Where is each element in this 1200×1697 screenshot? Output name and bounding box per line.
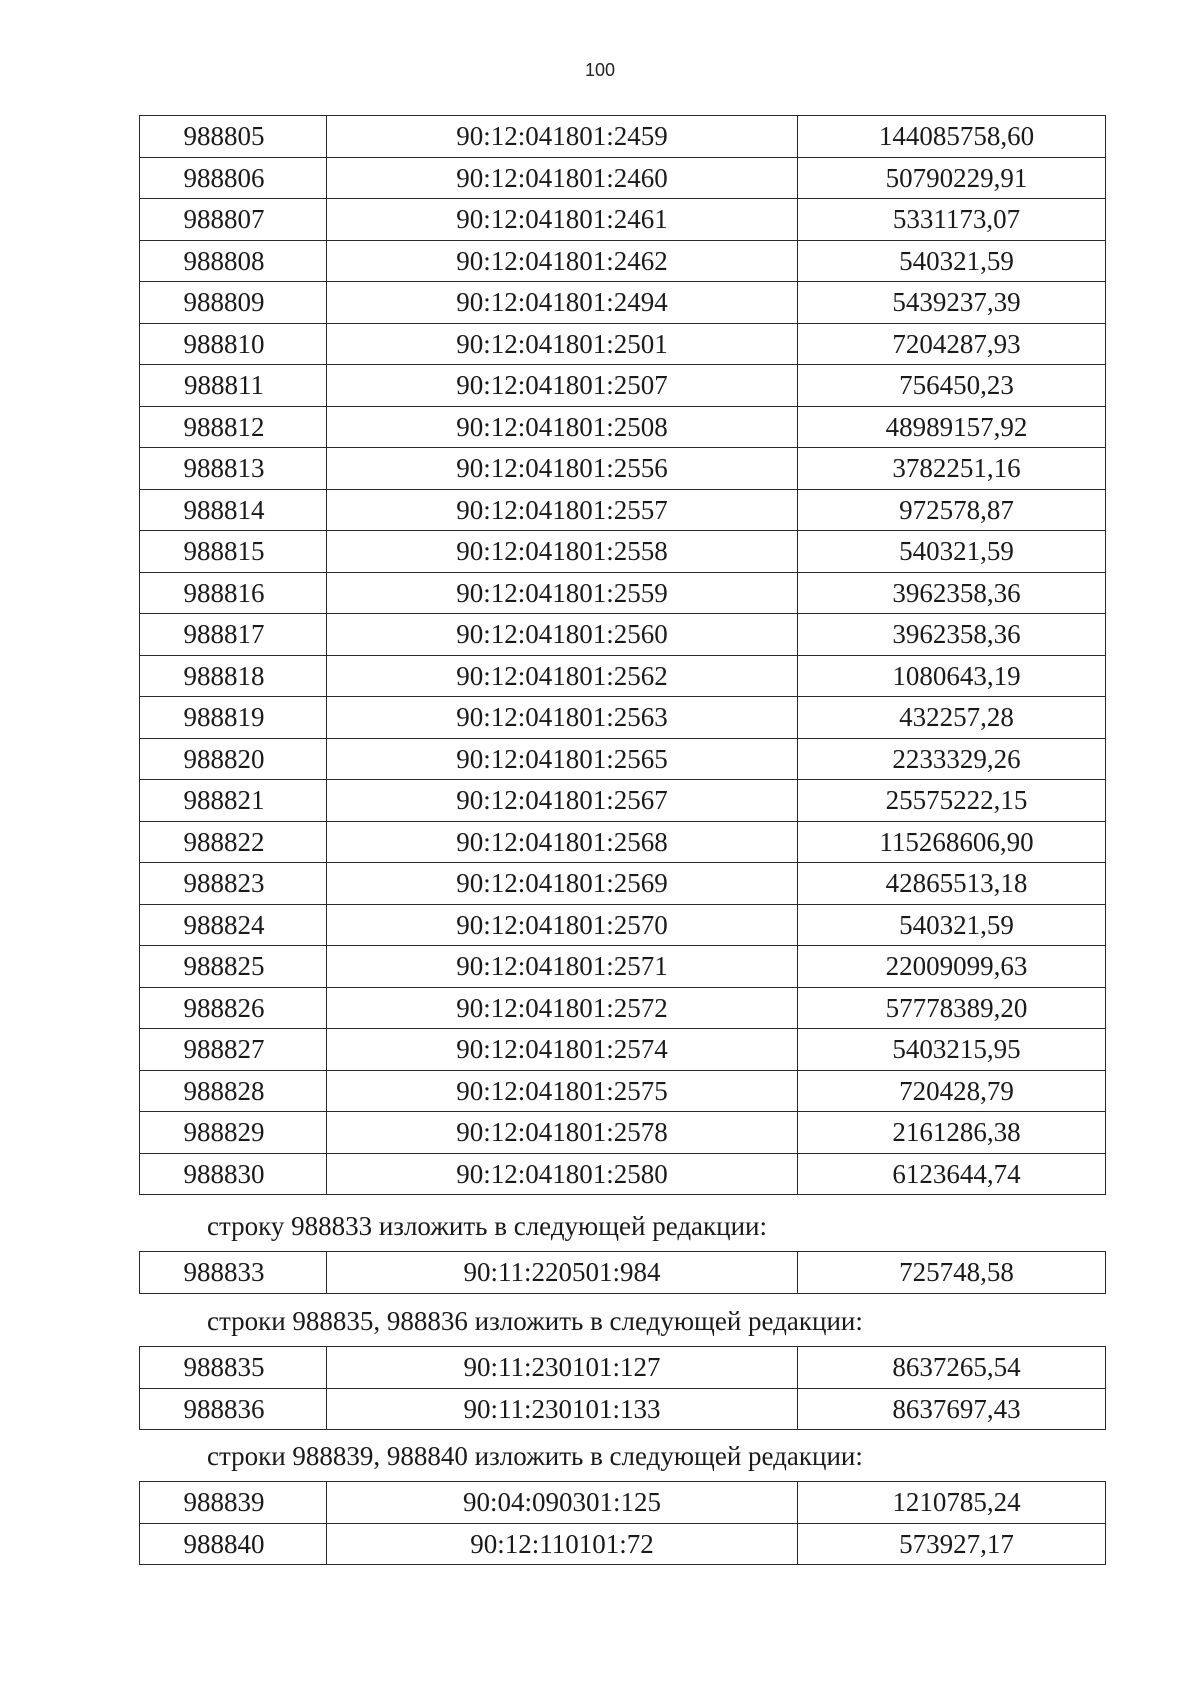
row-number-cell: 988805 <box>140 116 327 158</box>
value-cell: 2161286,38 <box>798 1112 1106 1154</box>
value-cell: 540321,59 <box>798 531 1106 573</box>
row-number-cell: 988816 <box>140 572 327 614</box>
row-number-cell: 988812 <box>140 406 327 448</box>
value-cell: 3782251,16 <box>798 448 1106 490</box>
table-row <box>140 199 1106 241</box>
cadastral-number-cell: 90:12:041801:2507 <box>327 365 798 407</box>
cadastral-number-cell: 90:12:041801:2556 <box>327 448 798 490</box>
cadastral-number-cell: 90:12:041801:2565 <box>327 738 798 780</box>
cadastral-number-cell: 90:04:090301:125 <box>327 1482 798 1524</box>
table-row <box>140 157 1106 199</box>
row-number-cell: 988814 <box>140 489 327 531</box>
cadastral-number-cell: 90:12:041801:2462 <box>327 240 798 282</box>
table-row <box>140 1347 1106 1389</box>
cadastral-number-cell: 90:12:041801:2461 <box>327 199 798 241</box>
row-number-cell: 988825 <box>140 946 327 988</box>
value-cell: 6123644,74 <box>798 1153 1106 1195</box>
cadastral-number-cell: 90:12:041801:2568 <box>327 821 798 863</box>
cadastral-number-cell: 90:12:041801:2567 <box>327 780 798 822</box>
table-row <box>140 489 1106 531</box>
row-number-cell: 988817 <box>140 614 327 656</box>
cadastral-number-cell: 90:12:041801:2571 <box>327 946 798 988</box>
row-number-cell: 988807 <box>140 199 327 241</box>
row-number-cell: 988818 <box>140 655 327 697</box>
cadastral-number-cell: 90:12:041801:2560 <box>327 614 798 656</box>
value-cell: 720428,79 <box>798 1070 1106 1112</box>
row-number-cell: 988808 <box>140 240 327 282</box>
value-cell: 725748,58 <box>798 1252 1106 1294</box>
cadastral-number-cell: 90:12:041801:2460 <box>327 157 798 199</box>
row-number-cell: 988833 <box>140 1252 327 1294</box>
row-number-cell: 988829 <box>140 1112 327 1154</box>
cadastral-number-cell: 90:11:230101:127 <box>327 1347 798 1389</box>
value-cell: 115268606,90 <box>798 821 1106 863</box>
cadastral-number-cell: 90:12:041801:2501 <box>327 323 798 365</box>
cadastral-number-cell: 90:12:041801:2494 <box>327 282 798 324</box>
table-row <box>140 531 1106 573</box>
table-row <box>140 863 1106 905</box>
value-cell: 972578,87 <box>798 489 1106 531</box>
value-cell: 5331173,07 <box>798 199 1106 241</box>
table-row <box>140 821 1106 863</box>
row-number-cell: 988810 <box>140 323 327 365</box>
row-number-cell: 988809 <box>140 282 327 324</box>
section-1-table <box>139 1251 1106 1294</box>
value-cell: 540321,59 <box>798 240 1106 282</box>
value-cell: 8637265,54 <box>798 1347 1106 1389</box>
value-cell: 7204287,93 <box>798 323 1106 365</box>
table-row <box>140 1112 1106 1154</box>
row-number-cell: 988827 <box>140 1029 327 1071</box>
table-row <box>140 406 1106 448</box>
value-cell: 25575222,15 <box>798 780 1106 822</box>
table-row <box>140 780 1106 822</box>
row-number-cell: 988820 <box>140 738 327 780</box>
cadastral-number-cell: 90:12:041801:2574 <box>327 1029 798 1071</box>
section-1-note: строку 988833 изложить в следующей редакции: <box>207 1211 768 1241</box>
row-number-cell: 988821 <box>140 780 327 822</box>
section-3-table <box>139 1481 1106 1565</box>
value-cell: 5439237,39 <box>798 282 1106 324</box>
row-number-cell: 988830 <box>140 1153 327 1195</box>
section-2-note: строки 988835, 988836 изложить в следующей редакции: <box>207 1306 863 1336</box>
cadastral-number-cell: 90:12:041801:2572 <box>327 987 798 1029</box>
table-row <box>140 282 1106 324</box>
table-row <box>140 448 1106 490</box>
table-row <box>140 1153 1106 1195</box>
table-row <box>140 738 1106 780</box>
value-cell: 756450,23 <box>798 365 1106 407</box>
value-cell: 432257,28 <box>798 697 1106 739</box>
cadastral-number-cell: 90:12:110101:72 <box>327 1523 798 1565</box>
cadastral-number-cell: 90:12:041801:2570 <box>327 904 798 946</box>
table-row <box>140 655 1106 697</box>
cadastral-number-cell: 90:12:041801:2563 <box>327 697 798 739</box>
row-number-cell: 988815 <box>140 531 327 573</box>
row-number-cell: 988839 <box>140 1482 327 1524</box>
value-cell: 144085758,60 <box>798 116 1106 158</box>
value-cell: 573927,17 <box>798 1523 1106 1565</box>
value-cell: 3962358,36 <box>798 614 1106 656</box>
value-cell: 22009099,63 <box>798 946 1106 988</box>
cadastral-number-cell: 90:12:041801:2578 <box>327 1112 798 1154</box>
table-row <box>140 240 1106 282</box>
cadastral-number-cell: 90:12:041801:2575 <box>327 1070 798 1112</box>
value-cell: 2233329,26 <box>798 738 1106 780</box>
value-cell: 57778389,20 <box>798 987 1106 1029</box>
row-number-cell: 988822 <box>140 821 327 863</box>
value-cell: 42865513,18 <box>798 863 1106 905</box>
row-number-cell: 988813 <box>140 448 327 490</box>
main-table <box>139 115 1106 1195</box>
section-3-note: строки 988839, 988840 изложить в следующей редакции: <box>207 1441 863 1471</box>
value-cell: 3962358,36 <box>798 572 1106 614</box>
table-row <box>140 614 1106 656</box>
section-2-table <box>139 1346 1106 1430</box>
row-number-cell: 988824 <box>140 904 327 946</box>
cadastral-number-cell: 90:11:220501:984 <box>327 1252 798 1294</box>
row-number-cell: 988828 <box>140 1070 327 1112</box>
row-number-cell: 988835 <box>140 1347 327 1389</box>
table-row <box>140 572 1106 614</box>
row-number-cell: 988823 <box>140 863 327 905</box>
table-row <box>140 365 1106 407</box>
value-cell: 1080643,19 <box>798 655 1106 697</box>
table-row <box>140 987 1106 1029</box>
table-row <box>140 697 1106 739</box>
value-cell: 48989157,92 <box>798 406 1106 448</box>
table-row <box>140 946 1106 988</box>
value-cell: 540321,59 <box>798 904 1106 946</box>
page-number: 100 <box>584 60 616 80</box>
table-row <box>140 1252 1106 1294</box>
table-row <box>140 1029 1106 1071</box>
row-number-cell: 988811 <box>140 365 327 407</box>
table-row <box>140 1388 1106 1430</box>
table-row <box>140 904 1106 946</box>
table-row <box>140 323 1106 365</box>
table-row <box>140 116 1106 158</box>
cadastral-number-cell: 90:12:041801:2557 <box>327 489 798 531</box>
row-number-cell: 988826 <box>140 987 327 1029</box>
cadastral-number-cell: 90:12:041801:2580 <box>327 1153 798 1195</box>
cadastral-number-cell: 90:11:230101:133 <box>327 1388 798 1430</box>
cadastral-number-cell: 90:12:041801:2459 <box>327 116 798 158</box>
table-row <box>140 1482 1106 1524</box>
table-row <box>140 1523 1106 1565</box>
value-cell: 5403215,95 <box>798 1029 1106 1071</box>
cadastral-number-cell: 90:12:041801:2508 <box>327 406 798 448</box>
table-row <box>140 1070 1106 1112</box>
cadastral-number-cell: 90:12:041801:2562 <box>327 655 798 697</box>
row-number-cell: 988806 <box>140 157 327 199</box>
cadastral-number-cell: 90:12:041801:2559 <box>327 572 798 614</box>
row-number-cell: 988836 <box>140 1388 327 1430</box>
value-cell: 8637697,43 <box>798 1388 1106 1430</box>
row-number-cell: 988840 <box>140 1523 327 1565</box>
cadastral-number-cell: 90:12:041801:2558 <box>327 531 798 573</box>
row-number-cell: 988819 <box>140 697 327 739</box>
value-cell: 50790229,91 <box>798 157 1106 199</box>
cadastral-number-cell: 90:12:041801:2569 <box>327 863 798 905</box>
value-cell: 1210785,24 <box>798 1482 1106 1524</box>
